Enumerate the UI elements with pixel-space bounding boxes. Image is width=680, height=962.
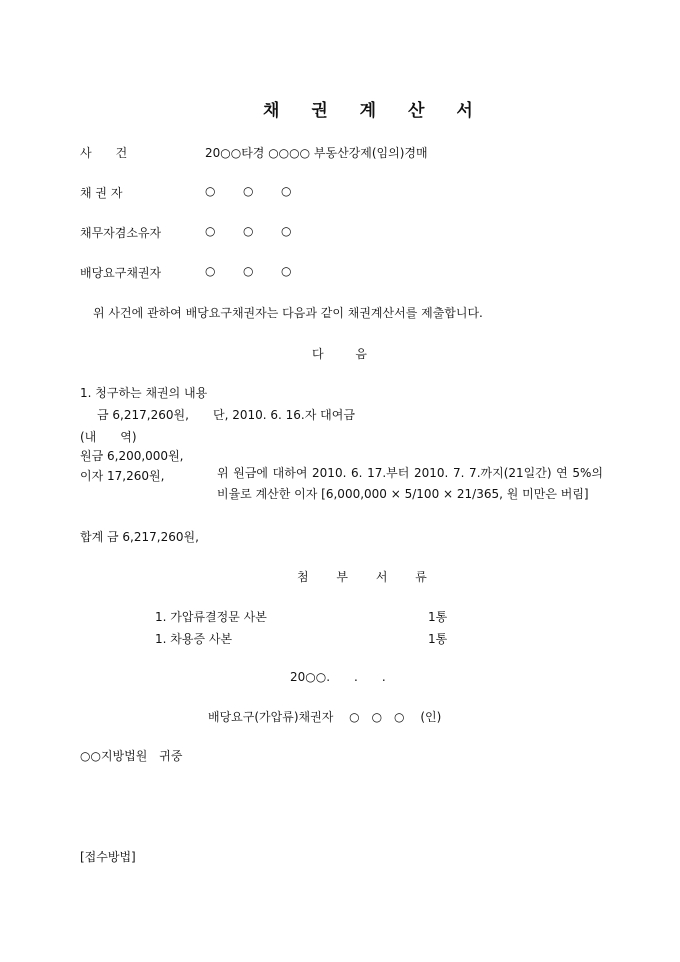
intro-paragraph: 위 사건에 관하여 배당요구채권자는 다음과 같이 채권계산서를 제출합니다. xyxy=(93,306,483,320)
creditor-label: 채 권 자 xyxy=(80,186,123,200)
claim-creditor-label: 배당요구채권자 xyxy=(80,266,162,280)
debtor-owner-label: 채무자겸소유자 xyxy=(80,226,162,240)
total: 합계 금 6,217,260원, xyxy=(80,530,199,544)
attachments-title: 첨 부 서 류 xyxy=(297,570,439,584)
claim-creditor-mark: ○ xyxy=(243,264,254,278)
case-label: 사 건 xyxy=(80,146,128,160)
debtor-mark: ○ xyxy=(205,224,216,238)
receipt-method: [접수방법] xyxy=(80,850,136,864)
principal: 원금 6,200,000원, xyxy=(80,449,184,463)
court-addressee: ○○지방법원 귀중 xyxy=(80,749,183,763)
interest-description: 위 원금에 대하여 2010. 6. 17.부터 2010. 7. 7.까지(21일간) 연 5%의 비율로 계산한 이자 [6,000,000 × 5/100 × 21/365, 원 미만은 버림] xyxy=(217,466,603,501)
attachment-count: 1통 xyxy=(428,632,448,646)
creditor-mark: ○ xyxy=(243,184,254,198)
claim-creditor-mark: ○ xyxy=(281,264,292,278)
claim-creditor-name xyxy=(205,264,319,278)
creditor-mark: ○ xyxy=(281,184,292,198)
document-title: 채 권 계 산 서 xyxy=(263,101,486,121)
attachment-name: 1. 차용증 사본 xyxy=(155,632,233,646)
interest-label: 이자 17,260원, xyxy=(80,469,165,483)
item1-amount: 금 6,217,260원, xyxy=(97,408,189,422)
attachment-count: 1통 xyxy=(428,610,448,624)
claim-creditor-mark: ○ xyxy=(205,264,216,278)
debtor-mark: ○ xyxy=(281,224,292,238)
date-line: 20○○. . . xyxy=(290,670,386,684)
debtor-owner-name xyxy=(205,224,319,238)
section-heading-next: 다 음 xyxy=(312,347,381,361)
attachment-name: 1. 가압류결정문 사본 xyxy=(155,610,267,624)
detail-header: (내 역) xyxy=(80,430,137,444)
creditor-mark: ○ xyxy=(205,184,216,198)
signer-line: 배당요구(가압류)채권자 ○ ○ ○ (인) xyxy=(208,710,442,724)
case-value: 20○○타경 ○○○○ 부동산강제(임의)경매 xyxy=(205,146,428,160)
debtor-mark: ○ xyxy=(243,224,254,238)
item1-title: 1. 청구하는 채권의 내용 xyxy=(80,386,208,400)
creditor-name xyxy=(205,184,319,198)
item1-note: 단, 2010. 6. 16.자 대여금 xyxy=(213,408,355,422)
